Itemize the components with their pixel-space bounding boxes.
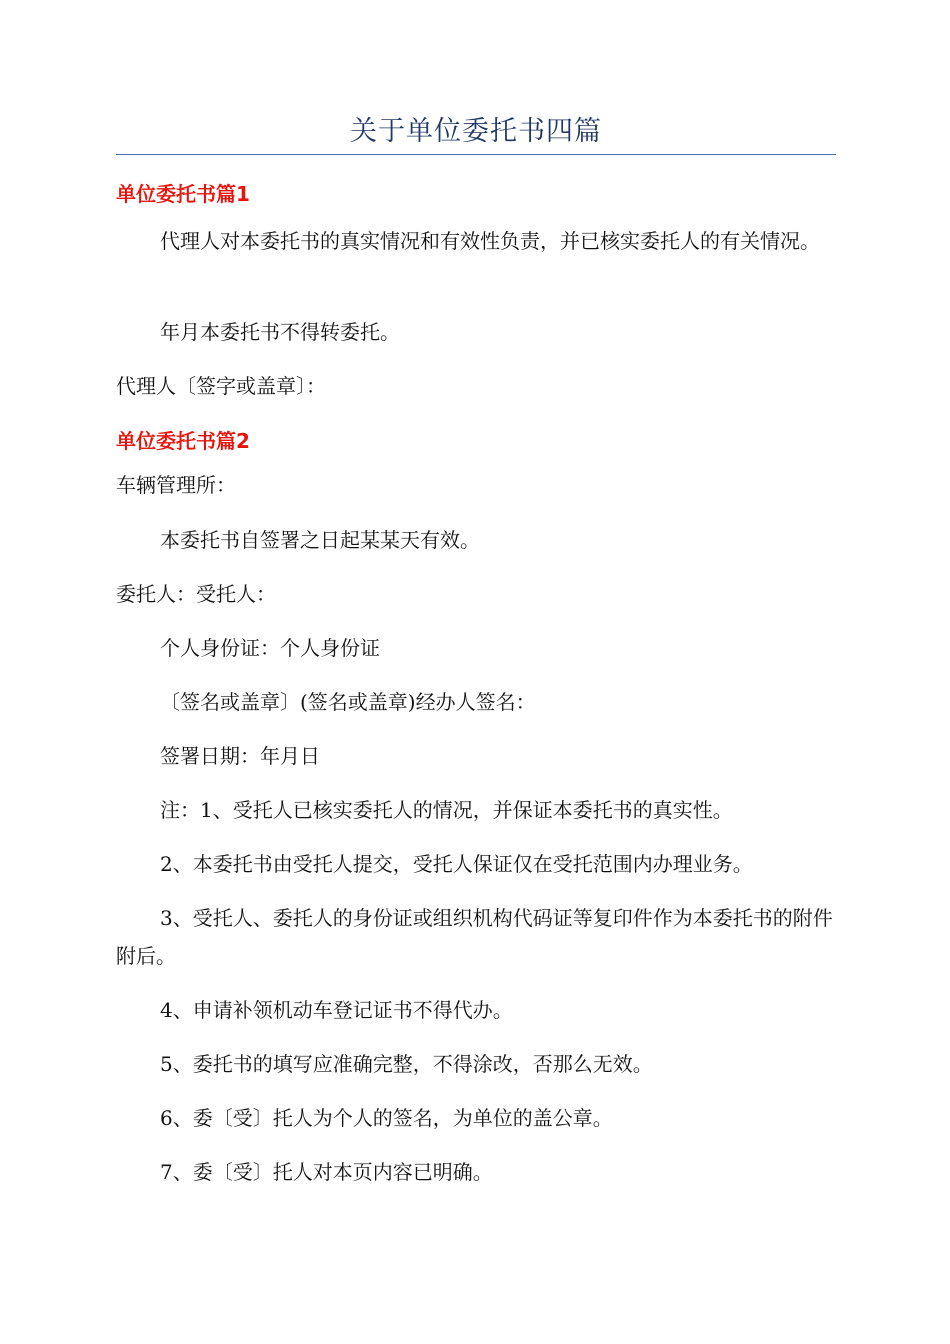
paragraph: 个人身份证：个人身份证 bbox=[160, 636, 380, 660]
document-title: 关于单位委托书四篇 bbox=[350, 116, 602, 147]
paragraph: 代理人〔签字或盖章〕： bbox=[116, 374, 326, 398]
document-page bbox=[116, 0, 836, 1344]
title-underline bbox=[116, 154, 836, 155]
paragraph: 5、委托书的填写应准确完整，不得涂改，否那么无效。 bbox=[160, 1052, 653, 1076]
paragraph: 6、委〔受〕托人为个人的签名，为单位的盖公章。 bbox=[160, 1106, 613, 1130]
paragraph: 年月本委托书不得转委托。 bbox=[160, 320, 400, 344]
paragraph: 代理人对本委托书的真实情况和有效性负责，并已核实委托人的有关情况。 bbox=[160, 229, 820, 253]
paragraph: 委托人：受托人： bbox=[116, 582, 276, 606]
paragraph: 2、本委托书由受托人提交，受托人保证仅在受托范围内办理业务。 bbox=[160, 852, 753, 876]
paragraph: 〔签名或盖章〕(签名或盖章)经办人签名： bbox=[160, 690, 536, 714]
section-heading-2: 单位委托书篇2 bbox=[116, 429, 250, 453]
section-heading-1: 单位委托书篇1 bbox=[116, 182, 250, 206]
paragraph: 3、受托人、委托人的身份证或组织机构代码证等复印件作为本委托书的附件附后。 bbox=[116, 906, 833, 968]
paragraph: 签署日期：年月日 bbox=[160, 744, 320, 768]
paragraph: 7、委〔受〕托人对本页内容已明确。 bbox=[160, 1160, 493, 1184]
paragraph: 本委托书自签署之日起某某天有效。 bbox=[160, 528, 480, 552]
paragraph: 注：1、受托人已核实委托人的情况，并保证本委托书的真实性。 bbox=[160, 798, 733, 822]
paragraph: 4、申请补领机动车登记证书不得代办。 bbox=[160, 998, 513, 1022]
paragraph: 车辆管理所： bbox=[116, 473, 236, 497]
